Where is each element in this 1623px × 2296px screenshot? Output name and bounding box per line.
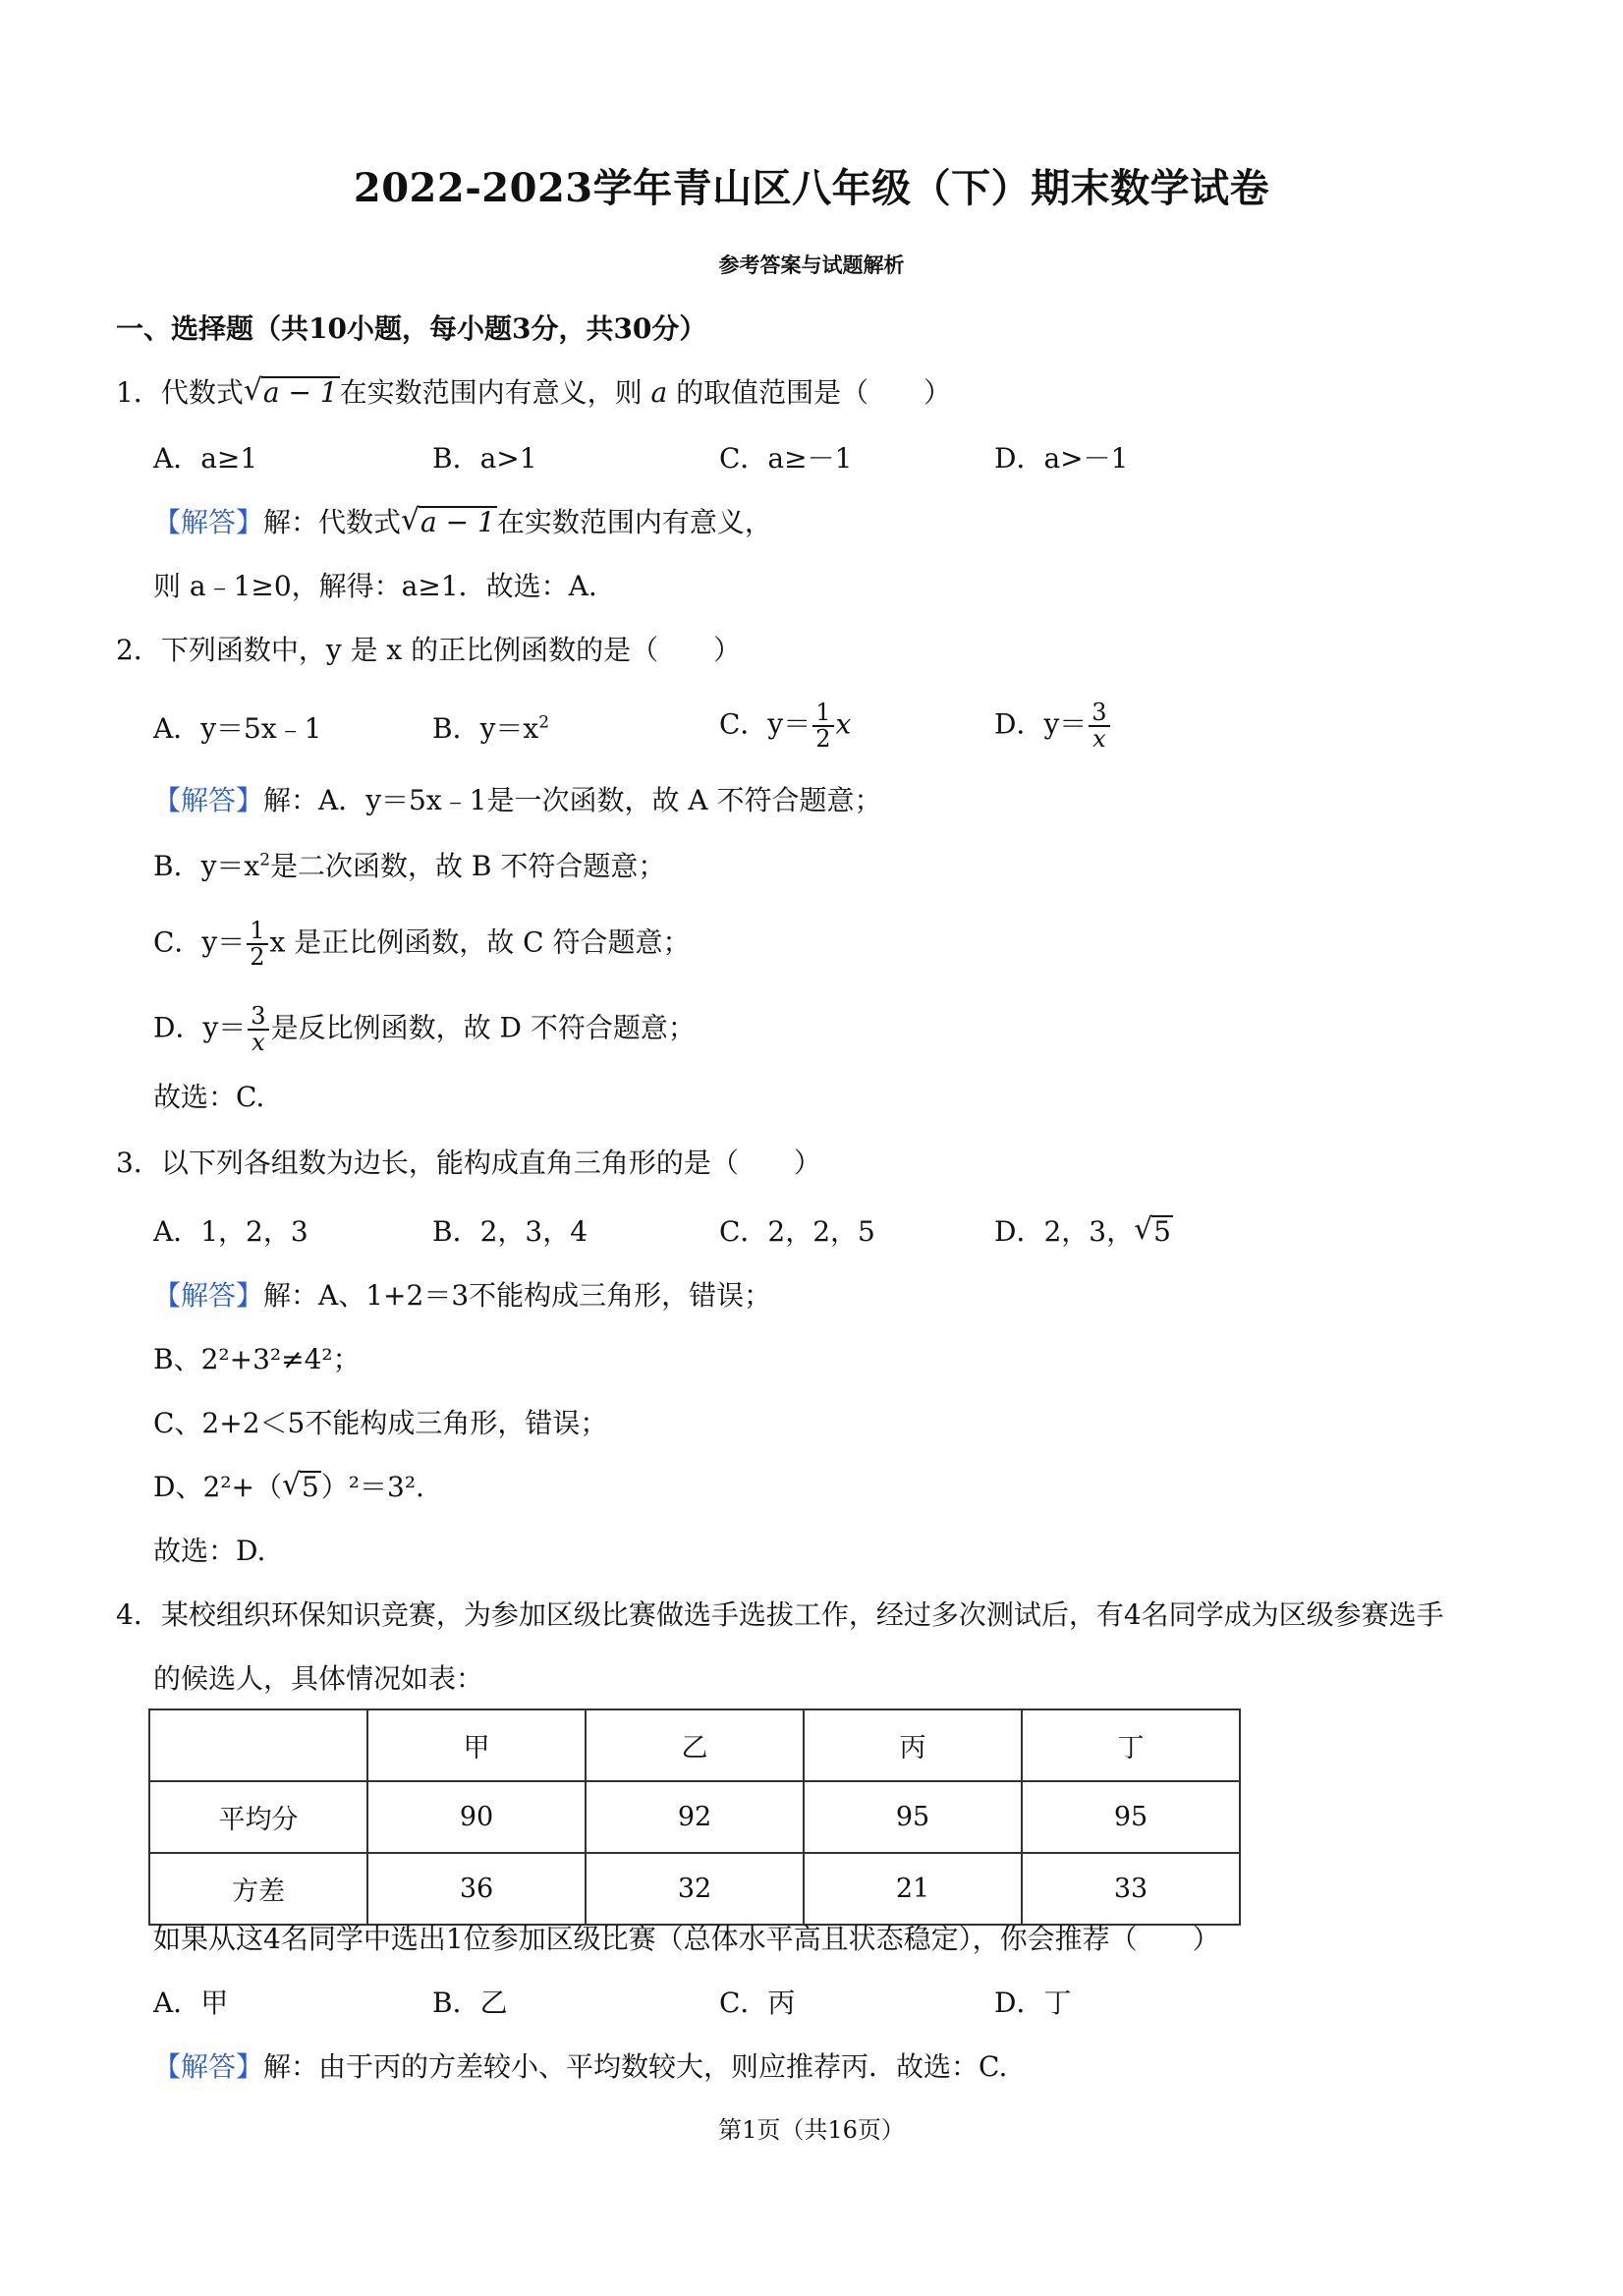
q1-var: a (650, 376, 668, 409)
q1-answer-line-2: 则 a﹣1≥0，解得：a≥1．故选：A. (153, 570, 597, 602)
q3-line-d-sqrt (282, 1471, 321, 1504)
q2-option-b (432, 712, 549, 746)
table-header-cell: 乙 (586, 1709, 804, 1781)
q1-suffix: 在实数范围内有意义，则 (339, 376, 643, 409)
table-header-row (149, 1709, 1240, 1781)
q2-line-c-text: C．y＝ (153, 925, 246, 959)
q3-answer-line-d (153, 1471, 424, 1504)
table-header-cell: 丁 (1022, 1709, 1240, 1781)
q2-option-c-text: C．y＝ (719, 707, 812, 741)
q1-sqrt (244, 376, 340, 410)
q2-line-d-fraction (248, 1004, 268, 1055)
q1-option-b: B．a>1 (432, 442, 537, 475)
q2-answer-line-b (153, 850, 665, 883)
q2-line-c-fraction (247, 919, 267, 970)
q3-answer-tag: 【解答】 (153, 1279, 264, 1312)
q1-tail: 的取值范围是（ ） (676, 376, 952, 409)
q2-option-c-fraction (812, 700, 833, 752)
table-row (149, 1853, 1240, 1925)
q1-radicand: a − 1 (262, 376, 338, 409)
fraction-denominator: 2 (815, 725, 831, 754)
table-header-cell: 丙 (804, 1709, 1022, 1781)
q3-option-d-text: D．2，3， (994, 1215, 1135, 1248)
q4-option-c: C．丙 (719, 1987, 796, 2019)
fraction-numerator: 1 (247, 919, 267, 945)
q3-answer-line-c: C、2+2＜5不能构成三角形，错误； (153, 1407, 608, 1439)
q2-option-c-var: x (835, 707, 852, 741)
table-cell: 方差 (149, 1853, 367, 1925)
q3-option-d-radicand: 5 (1153, 1215, 1171, 1248)
q3-line-d-suffix: ）²＝3². (320, 1471, 424, 1503)
q1-prefix: 1．代数式 (116, 376, 244, 409)
q2-answer-line-d (153, 1004, 696, 1055)
q2-line-d-text: D．y＝ (153, 1011, 247, 1044)
q1-answer-radicand: a − 1 (420, 506, 495, 538)
table-row (149, 1781, 1240, 1853)
fraction-numerator: 3 (1089, 700, 1109, 727)
q1-answer (153, 506, 772, 539)
question-2-stem: 2．下列函数中，y 是 x 的正比例函数的是（ ） (116, 634, 742, 666)
q2-option-b-text: B．y＝x (432, 712, 539, 745)
q4-option-d: D．丁 (994, 1987, 1072, 2019)
q2-option-c (719, 700, 851, 752)
q2-conclusion: 故选：C. (153, 1081, 265, 1113)
candidate-score-table (148, 1708, 1241, 1926)
table-cell: 95 (804, 1781, 1022, 1853)
q4-question: 如果从这4名同学中选出1位参加区级比赛（总体水平高且状态稳定），你会推荐（ ） (153, 1923, 1220, 1955)
q1-option-c: C．a≥－1 (719, 442, 853, 475)
q1-answer-tag: 【解答】 (153, 506, 264, 538)
fraction-numerator: 1 (812, 700, 833, 727)
q2-line-b-text: B．y＝x (153, 850, 260, 882)
q3-line-d-radicand: 5 (301, 1471, 319, 1503)
q4-answer-tag: 【解答】 (153, 2050, 264, 2083)
table-header-cell (149, 1709, 367, 1781)
q2-line-b-exponent: 2 (259, 850, 271, 870)
table-cell: 90 (367, 1781, 586, 1853)
q2-line-c-suffix: x 是正比例函数，故 C 符合题意； (269, 925, 691, 959)
q3-option-d (994, 1215, 1173, 1249)
q1-answer-prefix: 解：代数式 (263, 506, 402, 538)
q3-answer (153, 1279, 771, 1313)
fraction-numerator: 3 (248, 1004, 268, 1031)
fraction-denominator: x (252, 1029, 265, 1057)
q4-option-a: A．甲 (153, 1987, 229, 2019)
q1-answer-suffix: 在实数范围内有意义， (496, 506, 772, 538)
q2-option-d (994, 700, 1112, 752)
table-header-cell: 甲 (367, 1709, 586, 1781)
question-4-stem-line-2: 的候选人，具体情况如表： (153, 1662, 484, 1695)
q2-answer (153, 784, 882, 817)
question-1-stem (116, 376, 951, 410)
question-3-stem: 3．以下列各组数为边长，能构成直角三角形的是（ ） (116, 1147, 821, 1179)
q3-line-d-text: D、2²+（ (153, 1471, 282, 1503)
q2-option-a: A．y＝5x﹣1 (153, 712, 322, 745)
table-cell: 平均分 (149, 1781, 367, 1853)
q4-answer-text: 解：由于丙的方差较小、平均数较大，则应推荐丙．故选：C. (263, 2050, 1008, 2083)
q3-option-d-sqrt (1134, 1215, 1173, 1249)
page-footer: 第1页（共16页） (718, 2116, 905, 2144)
q3-option-c: C．2，2，5 (719, 1215, 875, 1248)
table-cell: 33 (1022, 1853, 1240, 1925)
q1-option-a: A．a≥1 (153, 442, 258, 475)
question-4-stem-line-1: 4．某校组织环保知识竞赛，为参加区级比赛做选手选拔工作，经过多次测试后，有4名同学成为区级参赛选手 (116, 1598, 1444, 1631)
q1-option-d: D．a>－1 (994, 442, 1129, 475)
page-title: 2022-2023学年青山区八年级（下）期末数学试卷 (353, 165, 1270, 211)
q2-answer-line-c (153, 919, 690, 970)
q3-option-a: A．1，2，3 (153, 1215, 308, 1248)
q2-answer-tag: 【解答】 (153, 784, 264, 816)
table-cell: 95 (1022, 1781, 1240, 1853)
q4-answer (153, 2050, 1007, 2084)
q3-answer-line-b: B、2²+3²≠4²； (153, 1343, 361, 1375)
fraction-denominator: x (1092, 725, 1106, 754)
q2-line-b-suffix: 是二次函数，故 B 不符合题意； (270, 850, 666, 882)
table-cell: 21 (804, 1853, 1022, 1925)
q2-answer-line-1: 解：A．y＝5x﹣1是一次函数，故 A 不符合题意； (263, 784, 882, 816)
q2-option-b-exponent: 2 (538, 712, 550, 733)
q3-option-b: B．2，3，4 (432, 1215, 588, 1248)
table-cell: 92 (586, 1781, 804, 1853)
table-cell: 36 (367, 1853, 586, 1925)
fraction-denominator: 2 (250, 943, 265, 972)
q4-option-b: B．乙 (432, 1987, 508, 2019)
section-heading: 一、选择题（共10小题，每小题3分，共30分） (116, 312, 707, 345)
q2-line-d-suffix: 是反比例函数，故 D 不符合题意； (270, 1011, 696, 1044)
q3-conclusion: 故选：D. (153, 1535, 266, 1567)
q3-answer-line-1: 解：A、1+2＝3不能构成三角形，错误； (263, 1279, 772, 1312)
q2-option-d-fraction (1089, 700, 1109, 752)
q1-answer-sqrt (401, 506, 497, 539)
table-cell: 32 (586, 1853, 804, 1925)
q2-option-d-text: D．y＝ (994, 707, 1088, 741)
page-subtitle: 参考答案与试题解析 (718, 252, 905, 277)
